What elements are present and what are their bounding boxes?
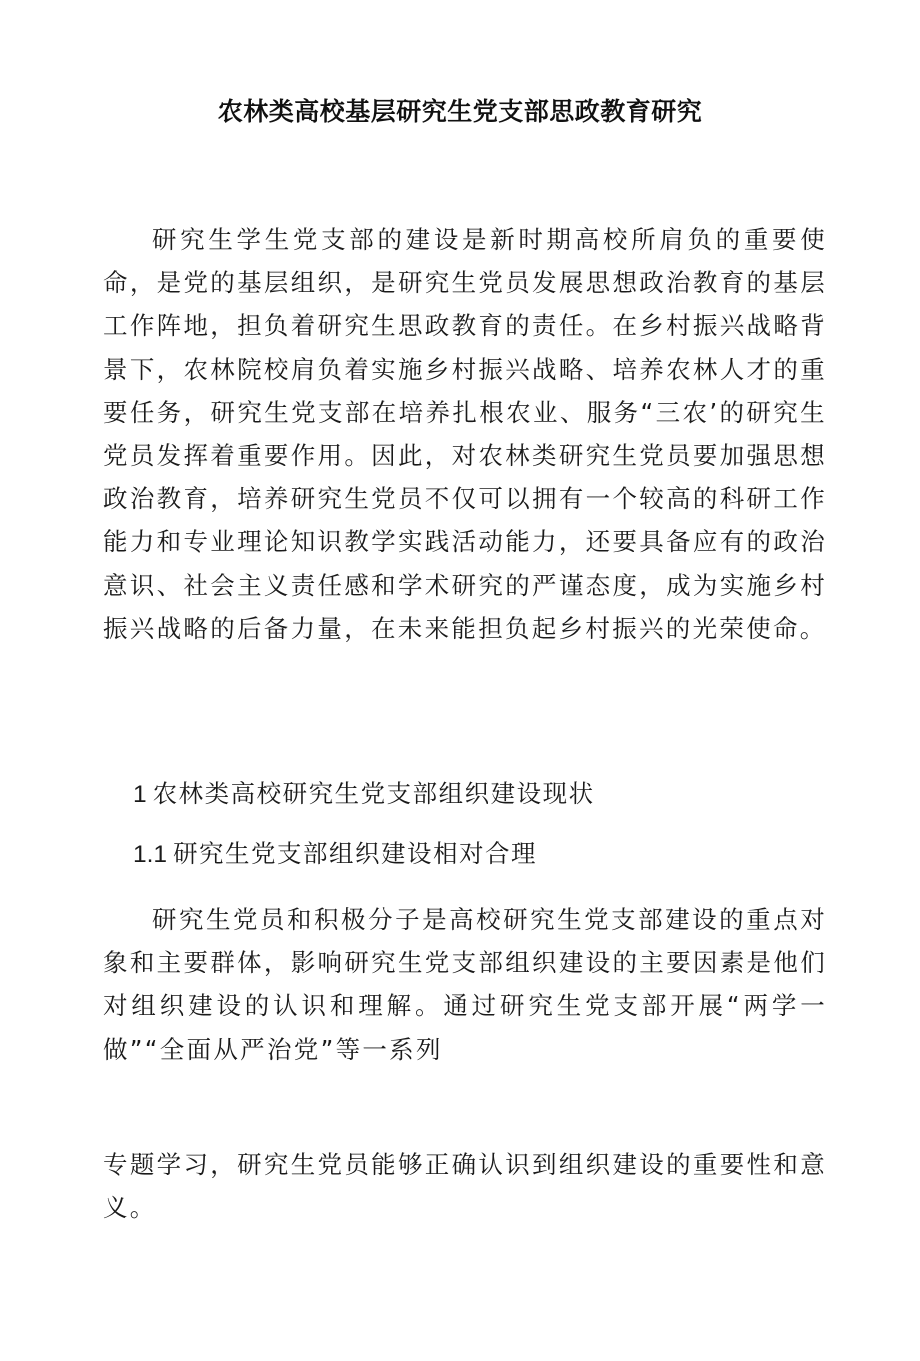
section-heading-1 <box>133 776 833 813</box>
subsection-number: 1.1 <box>133 841 168 868</box>
intro-paragraph: 研究生学生党支部的建设是新时期高校所肩负的重要使命，是党的基层组织，是研究生党员发展思想政治教育的基层工作阵地，担负着研究生思政教育的责任。在乡村振兴战略背景下，农林院校肩负着实施乡村振兴战略、培养农林人才的重要任务，研究生党支部在培养扎根农业、服务“三农’的研究生党员发挥着重要作用。因此，对农林类研究生党员要加强思想政治教育，培养研究生党员不仅可以拥有一个较高的科研工作能力和专业理论知识教学实践活动能力，还要具备应有的政治意识、社会主义责任感和学术研究的严谨态度，成为实施乡村振兴战略的后备力量，在未来能担负起乡村振兴的光荣使命。 <box>103 225 827 643</box>
subsection-heading-1-1 <box>133 836 833 873</box>
subsection-heading-text: 研究生党支部组织建设相对合理 <box>173 839 538 868</box>
section-paragraph: 研究生党员和积极分子是高校研究生党支部建设的重点对象和主要群体，影响研究生党支部组织建设的主要因素是他们对组织建设的认识和理解。通过研究生党支部开展“两学一做”“全面从严治党”等一系列 <box>103 905 827 1064</box>
continuation-paragraph: 专题学习，研究生党员能够正确认识到组织建设的重要性和意义。 <box>103 1150 827 1223</box>
section-number: 1 <box>133 781 147 808</box>
document-title: 农林类高校基层研究生党支部思政教育研究 <box>217 97 703 126</box>
section-heading-text: 农林类高校研究生党支部组织建设现状 <box>152 779 595 808</box>
